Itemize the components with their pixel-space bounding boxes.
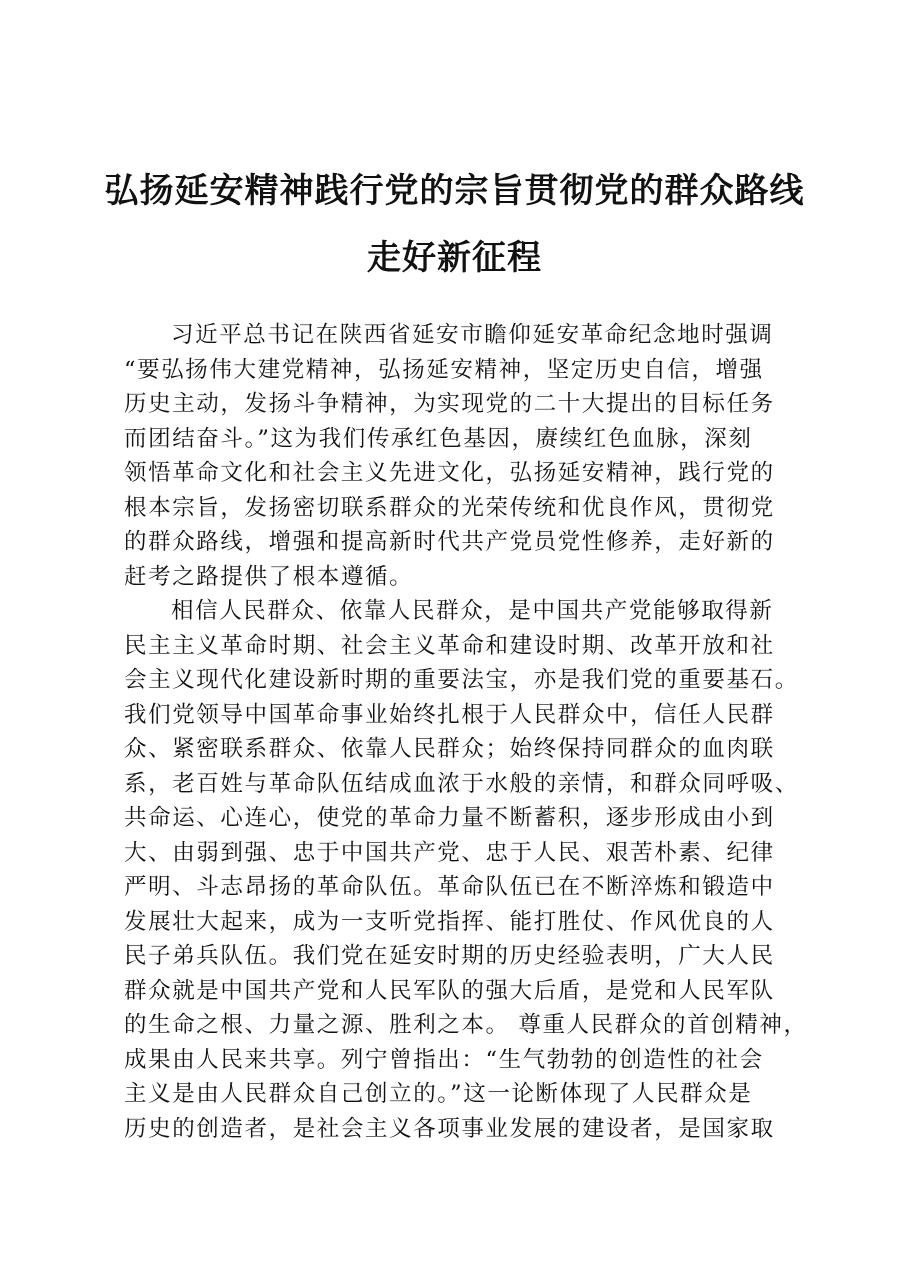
paragraph-line: 民主主义革命时期、社会主义革命和建设时期、改革开放和社 [124, 632, 775, 659]
document-title-line-1: 弘扬延安精神践行党的宗旨贯彻党的群众路线 [104, 171, 805, 211]
paragraph-line: 主义是由人民群众自己创立的。”这一论断体现了人民群众是 [124, 1081, 753, 1107]
paragraph-line: 严明、斗志昂扬的革命队伍。革命队伍已在不断淬炼和锻造中 [124, 874, 775, 900]
paragraph-line: 赶考之路提供了根本遵循。 [124, 563, 414, 590]
paragraph-line: 群众就是中国共产党和人民军队的强大后盾，是党和人民军队 [124, 977, 775, 1004]
paragraph-line: “要弘扬伟大建党精神，弘扬延安精神，坚定历史自信，增强 [124, 356, 764, 383]
paragraph-line: 我们党领导中国革命事业始终扎根于人民群众中，信任人民群 [124, 701, 775, 728]
document-body [124, 318, 808, 1146]
paragraph-line: 的生命之根、力量之源、胜利之本。 尊重人民群众的首创精神， [124, 1012, 808, 1038]
paragraph-line: 根本宗旨，发扬密切联系群众的光荣传统和优良作风，贯彻党 [124, 494, 775, 521]
paragraph-line: 历史主动，发扬斗争精神，为实现党的二十大提出的目标任务 [124, 391, 775, 417]
paragraph-2 [124, 594, 808, 1146]
paragraph-line: 发展壮大起来，成为一支听党指挥、能打胜仗、作风优良的人 [124, 908, 775, 935]
paragraph-1 [124, 318, 796, 594]
paragraph-line: 会主义现代化建设新时期的重要法宝，亦是我们党的重要基石。 [124, 667, 799, 693]
paragraph-line: 习近平总书记在陕西省延安市瞻仰延安革命纪念地时强调 [171, 322, 774, 348]
paragraph-line: 历史的创造者，是社会主义各项事业发展的建设者，是国家取 [124, 1115, 775, 1142]
paragraph-line: 成果由人民来共享。列宁曾指出：“生气勃勃的创造性的社会 [124, 1046, 764, 1073]
document-title-line-2: 走好新征程 [367, 238, 542, 278]
paragraph-line: 众、紧密联系群众、依靠人民群众；始终保持同群众的血肉联 [124, 736, 775, 762]
paragraph-line: 大、由弱到强、忠于中国共产党、忠于人民、艰苦朴素、纪律 [124, 839, 775, 866]
paragraph-line: 的群众路线，增强和提高新时代共产党员党性修养，走好新的 [124, 529, 775, 555]
paragraph-line: 系，老百姓与革命队伍结成血浓于水般的亲情，和群众同呼吸、 [124, 770, 799, 797]
paragraph-line: 而团结奋斗。”这为我们传承红色基因，赓续红色血脉，深刻 [124, 425, 753, 452]
paragraph-line: 共命运、心连心，使党的革命力量不断蓄积，逐步形成由小到 [124, 805, 775, 831]
paragraph-line: 民子弟兵队伍。我们党在延安时期的历史经验表明，广大人民 [124, 943, 775, 969]
paragraph-line: 相信人民群众、依靠人民群众，是中国共产党能够取得新 [171, 598, 774, 624]
paragraph-line: 领悟革命文化和社会主义先进文化，弘扬延安精神，践行党的 [124, 460, 775, 486]
